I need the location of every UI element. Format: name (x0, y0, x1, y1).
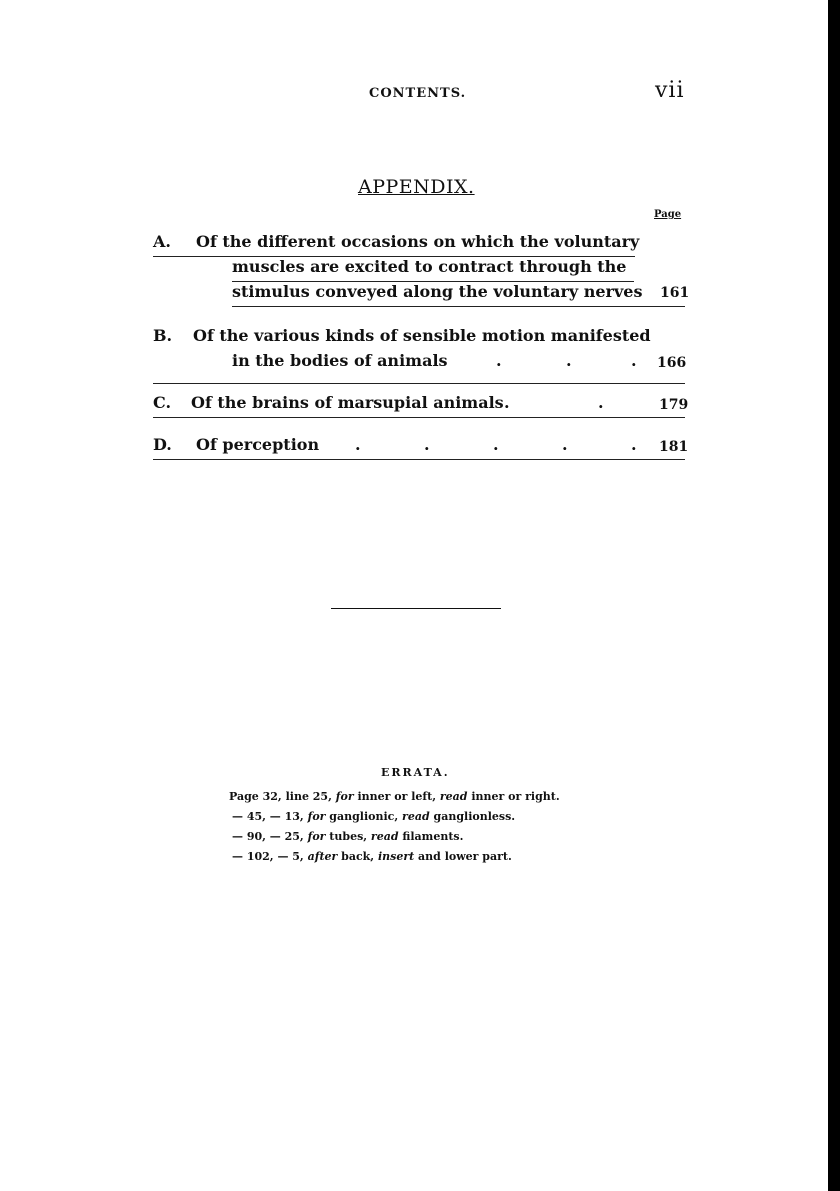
entry-a-page: 161 (660, 285, 690, 301)
entry-b-rule (153, 383, 685, 384)
leader-dot: . (598, 393, 604, 412)
entry-b-line-2: in the bodies of animals (232, 351, 448, 370)
leader-dot: . (566, 351, 572, 370)
leader-dot: . (631, 435, 637, 454)
entry-c-page: 179 (659, 397, 689, 413)
entry-d-page: 181 (659, 439, 689, 455)
erratum-line: Page 32, line 25, for inner or left, read inner or right. (229, 790, 560, 803)
leader-dot: . (355, 435, 361, 454)
erratum-line: — 102, — 5, after back, insert and lower part. (232, 850, 512, 863)
leader-dot: . (504, 393, 510, 412)
entry-b-line-1: Of the various kinds of sensible motion manifested (193, 326, 651, 345)
leader-dot: . (424, 435, 430, 454)
entry-c-line-1: Of the brains of marsupial animals (191, 393, 504, 412)
page-number: vii (655, 78, 685, 103)
entry-a-line-1: Of the different occasions on which the voluntary (196, 232, 640, 251)
entry-letter-d: D. (153, 435, 172, 454)
entry-letter-b: B. (153, 326, 173, 345)
leader-dot: . (493, 435, 499, 454)
section-separator (331, 608, 501, 609)
appendix-title: APPENDIX. (358, 176, 475, 198)
page-edge (828, 0, 840, 1191)
leader-dot: . (562, 435, 568, 454)
entry-a-line-3: stimulus conveyed along the voluntary nerves (232, 282, 643, 301)
page-column-label: Page (654, 209, 682, 220)
entry-a-line-2: muscles are excited to contract through the (232, 257, 627, 276)
entry-b-page: 166 (657, 355, 687, 371)
erratum-line: — 90, — 25, for tubes, read filaments. (232, 830, 464, 843)
leader-dot: . (496, 351, 502, 370)
running-header: CONTENTS. (369, 86, 467, 101)
entry-letter-a: A. (153, 232, 171, 251)
erratum-line: — 45, — 13, for ganglionic, read ganglionless. (232, 810, 516, 823)
entry-letter-c: C. (153, 393, 172, 412)
entry-a-rule-3 (232, 306, 685, 307)
errata-title: ERRATA. (381, 766, 450, 779)
entry-c-rule (153, 417, 685, 418)
entry-d-line-1: Of perception (196, 435, 320, 454)
leader-dot: . (631, 351, 637, 370)
entry-d-rule (153, 459, 685, 460)
